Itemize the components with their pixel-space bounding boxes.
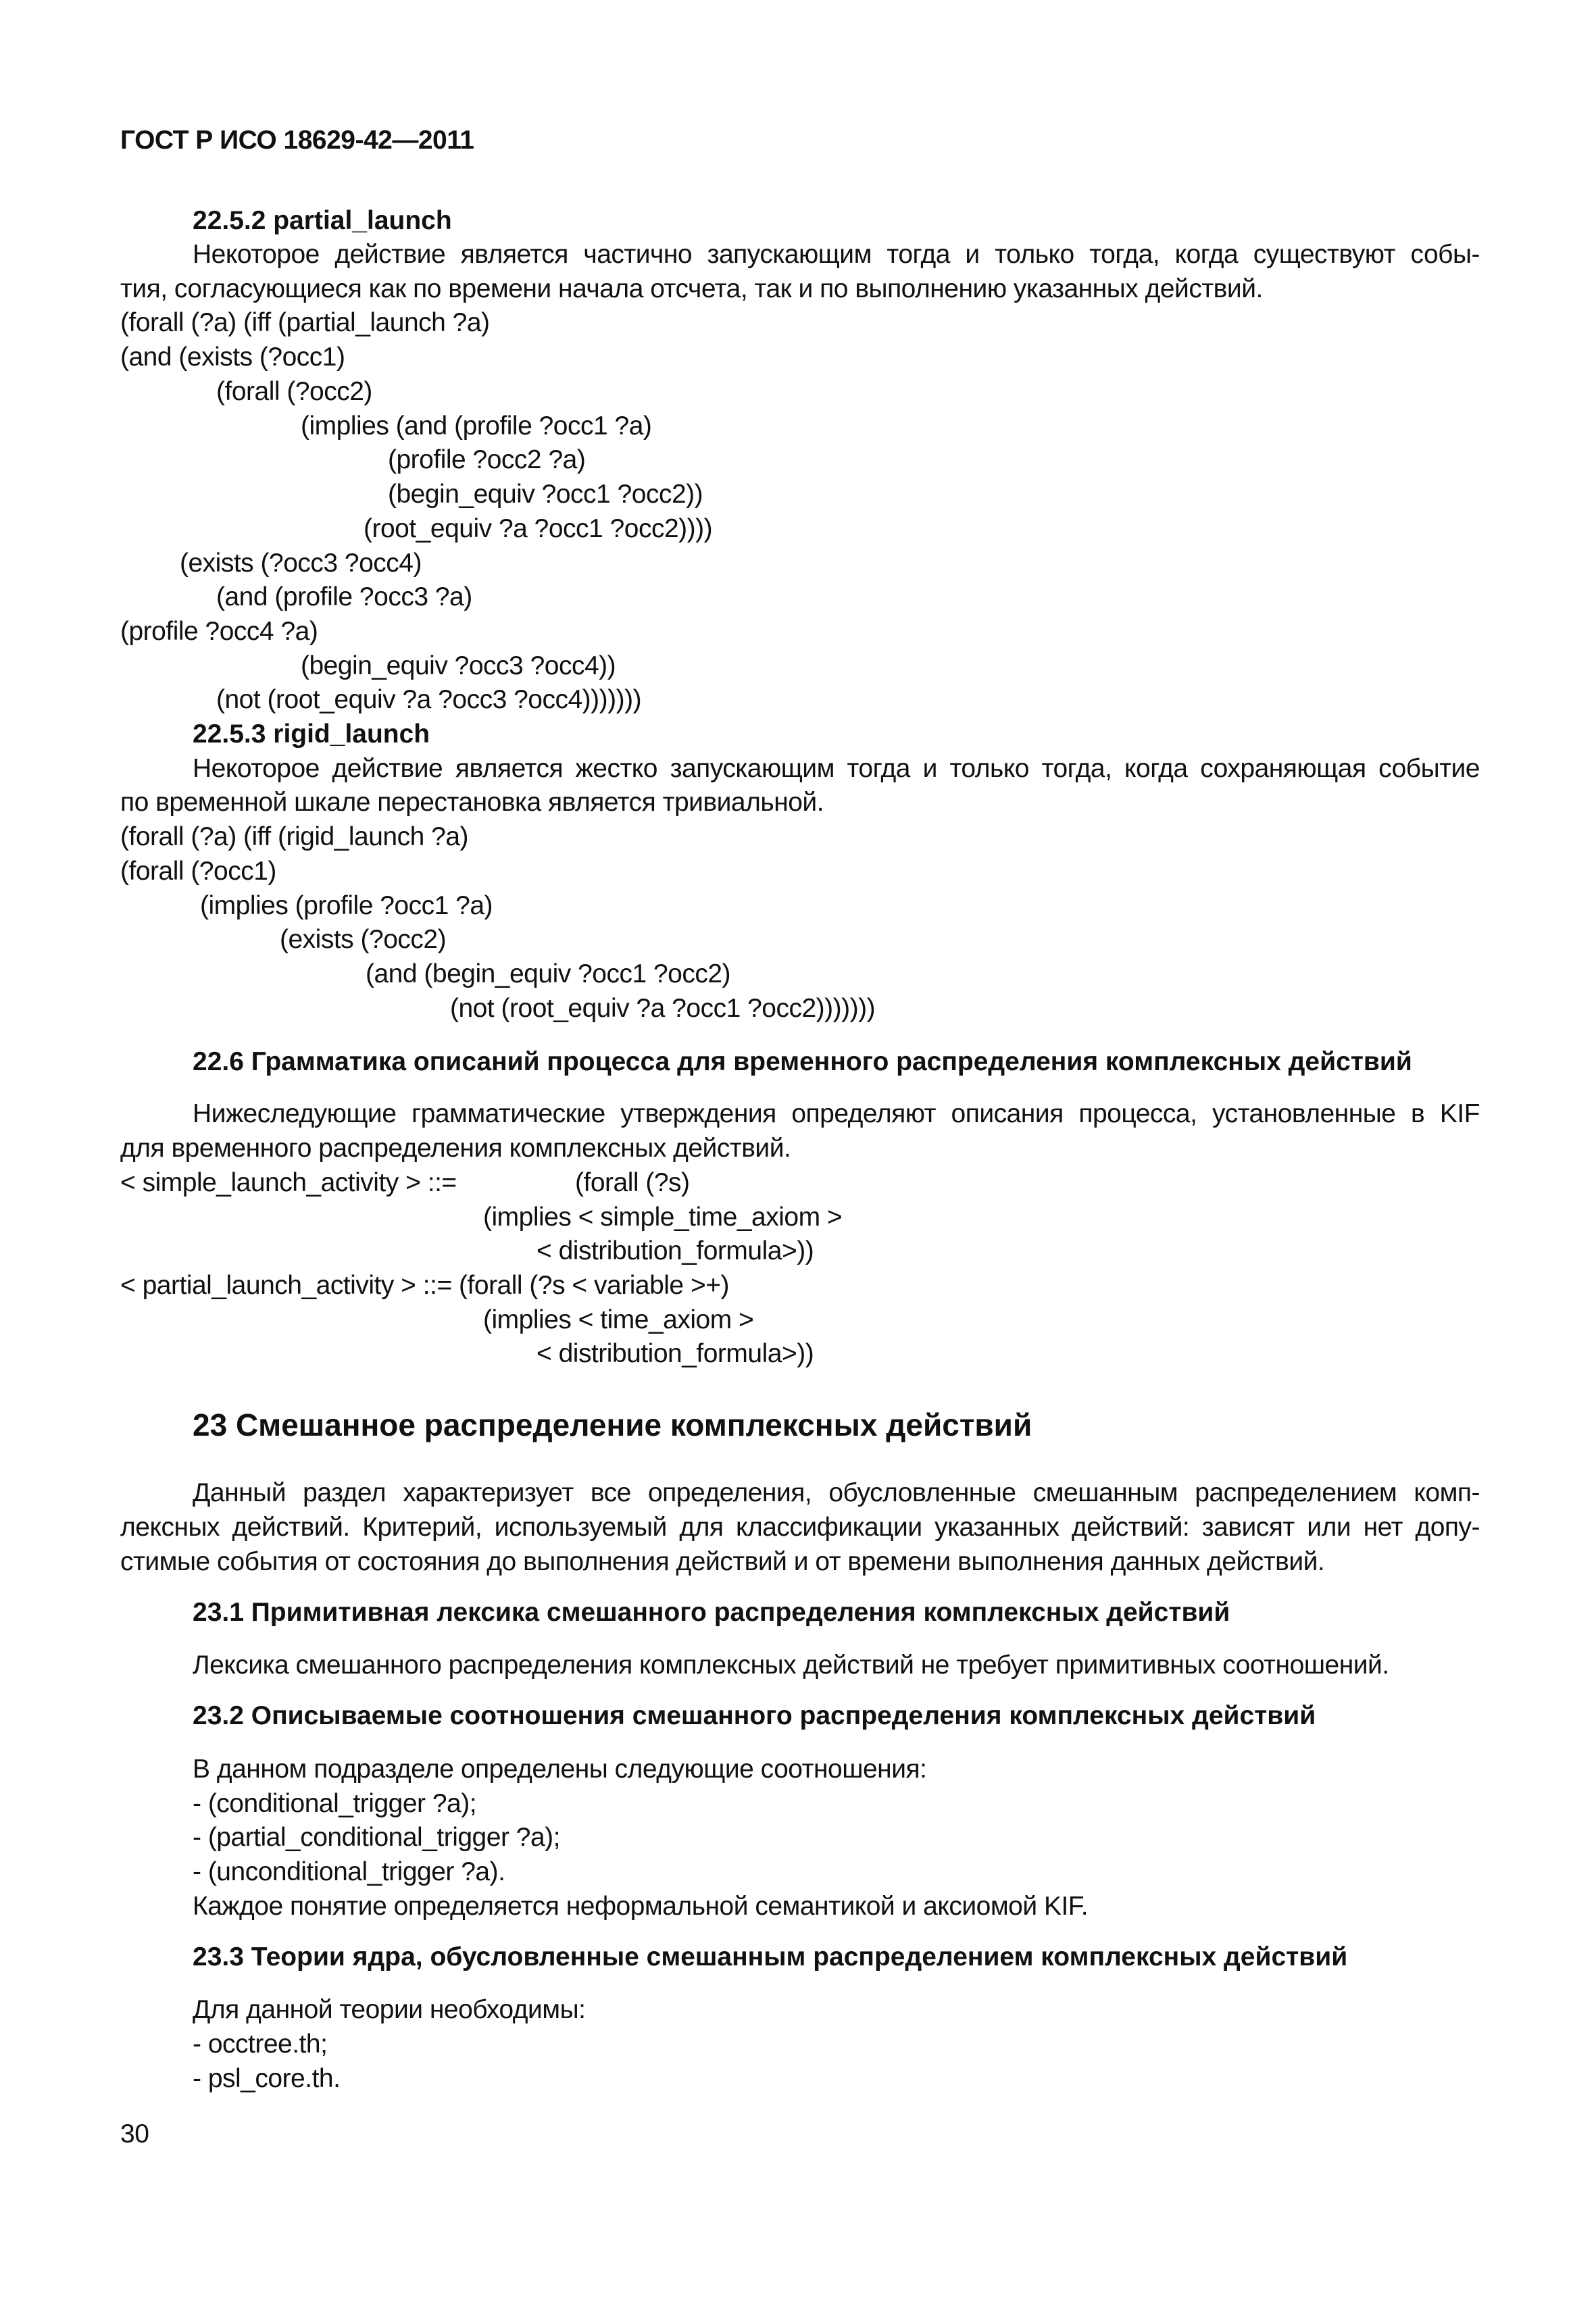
standard-header: ГОСТ Р ИСО 18629-42—2011: [120, 126, 474, 155]
paragraph-line: тия, согласующиеся как по времени начала отсчета, так и по выполнению указанных действий.: [120, 274, 1263, 303]
paragraph-line: лексных действий. Критерий, используемый для классификации указанных действий: зависят или нет допу-: [120, 1513, 1480, 1542]
code-line: (not (root_equiv ?a ?occ1 ?occ2))))))): [450, 994, 876, 1023]
paragraph-line: для временного распределения комплексных действий.: [120, 1134, 791, 1163]
section-heading-23-2: 23.2 Описываемые соотношения смешанного распределения комплексных действий: [193, 1701, 1316, 1730]
code-line: (exists (?occ3 ?occ4): [180, 549, 422, 578]
code-line: (and (begin_equiv ?occ1 ?occ2): [366, 959, 731, 988]
section-heading-23: 23 Смешанное распределение комплексных действий: [193, 1407, 1032, 1442]
paragraph-line: стимые события от состояния до выполнения действий и от времени выполнения данных действий.: [120, 1547, 1325, 1576]
code-line: (forall (?a) (iff (rigid_launch ?a): [120, 822, 468, 851]
list-item: - (partial_conditional_trigger ?a);: [193, 1823, 560, 1852]
code-line: (implies (profile ?occ1 ?a): [200, 891, 493, 920]
paragraph-line: Лексика смешанного распределения комплексных действий не требует примитивных соотношений.: [193, 1651, 1389, 1680]
paragraph-line: Некоторое действие является жестко запускающим тогда и только тогда, когда сохраняющая событие: [193, 754, 1480, 783]
paragraph-line: Данный раздел характеризует все определения, обусловленные смешанным распределением комп-: [193, 1478, 1480, 1507]
paragraph-line: Каждое понятие определяется неформальной семантикой и аксиомой KIF.: [193, 1892, 1089, 1921]
section-heading-23-3: 23.3 Теории ядра, обусловленные смешанным распределением комплексных действий: [193, 1942, 1348, 1971]
code-line: (not (root_equiv ?a ?occ3 ?occ4))))))): [216, 685, 642, 714]
paragraph-line: Некоторое действие является частично запускающим тогда и только тогда, когда существуют собы-: [193, 240, 1480, 269]
code-line: (forall (?occ1): [120, 857, 276, 886]
grammar-line: < distribution_formula>)): [537, 1339, 814, 1368]
code-line: (implies (and (profile ?occ1 ?a): [301, 411, 652, 441]
paragraph-line: Для данной теории необходимы:: [193, 1995, 586, 2024]
grammar-line: < distribution_formula>)): [537, 1236, 814, 1265]
code-line: (begin_equiv ?occ3 ?occ4)): [301, 651, 616, 680]
paragraph-line: В данном подразделе определены следующие соотношения:: [193, 1755, 927, 1784]
code-line: (profile ?occ4 ?a): [120, 617, 318, 646]
section-heading-23-1: 23.1 Примитивная лексика смешанного распределения комплексных действий: [193, 1598, 1230, 1627]
page-number: 30: [120, 2119, 149, 2148]
paragraph-line: Нижеследующие грамматические утверждения определяют описания процесса, установленные в KIF: [193, 1099, 1480, 1128]
grammar-line: (implies < time_axiom >: [483, 1305, 754, 1334]
code-line: (forall (?occ2): [216, 377, 372, 406]
grammar-line: (implies < simple_time_axiom >: [483, 1203, 843, 1232]
section-heading-22-5-3: 22.5.3 rigid_launch: [193, 720, 430, 749]
code-line: (and (exists (?occ1): [120, 343, 345, 372]
grammar-line: (forall (?s): [575, 1168, 690, 1197]
code-line: (forall (?a) (iff (partial_launch ?a): [120, 308, 490, 337]
code-line: (profile ?occ2 ?a): [388, 445, 586, 474]
code-line: (begin_equiv ?occ1 ?occ2)): [388, 480, 703, 509]
grammar-line: < simple_launch_activity > ::=: [120, 1168, 457, 1197]
code-line: (root_equiv ?a ?occ1 ?occ2)))): [364, 514, 713, 543]
section-heading-22-5-2: 22.5.2 partial_launch: [193, 206, 452, 235]
code-line: (exists (?occ2): [280, 925, 447, 954]
code-line: (and (profile ?occ3 ?a): [216, 582, 472, 611]
list-item: - (unconditional_trigger ?a).: [193, 1857, 505, 1886]
paragraph-line: по временной шкале перестановка является тривиальной.: [120, 788, 824, 817]
section-heading-22-6: 22.6 Грамматика описаний процесса для временного распределения комплексных действий: [193, 1047, 1412, 1076]
grammar-line: < partial_launch_activity > ::= (forall (?s < variable >+): [120, 1271, 729, 1300]
list-item: - psl_core.th.: [193, 2064, 341, 2093]
list-item: - (conditional_trigger ?a);: [193, 1789, 477, 1818]
list-item: - occtree.th;: [193, 2030, 328, 2059]
